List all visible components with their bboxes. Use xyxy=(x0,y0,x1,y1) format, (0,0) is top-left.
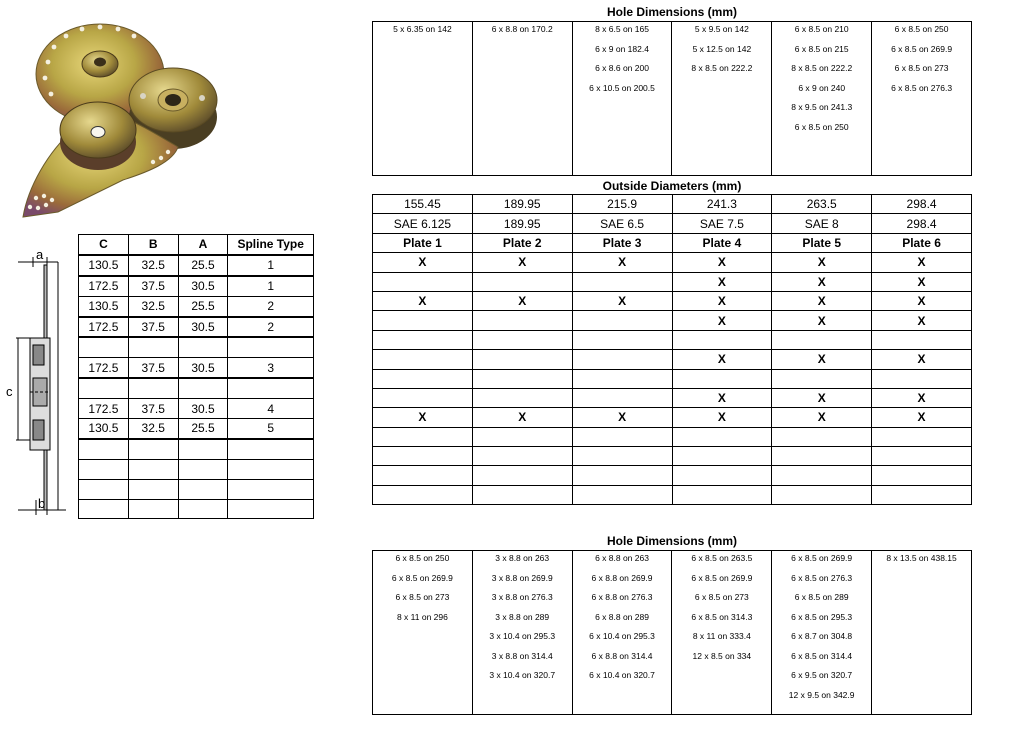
plates-table xyxy=(372,194,972,505)
spline-header-cell: C xyxy=(79,235,129,255)
spline-cell: 37.5 xyxy=(128,317,178,338)
compatibility-mark: X xyxy=(772,253,872,272)
compatibility-mark xyxy=(772,427,872,446)
spline-cell xyxy=(79,439,129,459)
spline-cell: 32.5 xyxy=(128,419,178,439)
spline-cell xyxy=(128,378,178,398)
spline-cell: 30.5 xyxy=(178,399,228,419)
spline-cell: 30.5 xyxy=(178,358,228,378)
outside-diameters-title: Outside Diameters (mm) xyxy=(602,179,742,193)
hole-dimension-column xyxy=(772,551,872,715)
hole-dimension-entry: 6 x 8.5 on 269.9 xyxy=(391,572,453,583)
hole-dimension-entry: 3 x 8.8 on 263 xyxy=(495,553,550,563)
spline-row xyxy=(79,276,314,296)
hole-dimension-column xyxy=(672,22,772,176)
spline-row xyxy=(79,459,314,479)
spline-cell xyxy=(79,378,129,398)
hole-dimension-entry: 6 x 8.7 on 304.8 xyxy=(791,631,853,641)
compatibility-mark xyxy=(373,369,473,388)
hole-dimension-entry: 6 x 8.8 on 269.9 xyxy=(591,572,653,583)
hole-dimension-entry: 6 x 10.4 on 295.3 xyxy=(589,631,655,641)
hole-dimension-entry: 6 x 8.8 on 170.2 xyxy=(491,24,553,34)
compatibility-mark xyxy=(872,447,972,466)
compatibility-row xyxy=(373,369,972,388)
hole-dimension-entry: 6 x 8.5 on 273 xyxy=(894,63,949,73)
spline-header-cell: B xyxy=(128,235,178,255)
spline-cell xyxy=(128,439,178,459)
hole-dimension-column xyxy=(772,22,872,176)
plates-cell: Plate 4 xyxy=(672,233,772,252)
hole-dimension-entry: 8 x 8.5 on 222.2 xyxy=(691,63,753,73)
compatibility-mark xyxy=(472,485,572,504)
spline-cell: 130.5 xyxy=(79,419,129,439)
spline-row xyxy=(79,378,314,398)
compatibility-row xyxy=(373,291,972,310)
compatibility-mark: X xyxy=(672,253,772,272)
dimension-b-label: b xyxy=(38,496,46,511)
compatibility-mark xyxy=(572,330,672,349)
hole-dimension-entry: 6 x 8.5 on 269.9 xyxy=(691,572,753,583)
compatibility-mark: X xyxy=(572,408,672,427)
hole-dimension-entry: 6 x 8.5 on 269.9 xyxy=(891,43,953,54)
hole-dimension-entry: 6 x 8.5 on 289 xyxy=(794,592,849,602)
hole-dimension-entry: 6 x 8.5 on 215 xyxy=(794,43,849,54)
compatibility-mark: X xyxy=(672,408,772,427)
spline-header-row xyxy=(79,235,314,255)
plates-cell: 155.45 xyxy=(373,195,473,214)
hole-dimension-entry: 5 x 6.35 on 142 xyxy=(393,24,452,34)
compatibility-mark xyxy=(772,330,872,349)
compatibility-mark xyxy=(472,369,572,388)
hole-dimension-column xyxy=(472,551,572,715)
spline-cell xyxy=(178,499,228,519)
plates-cell: 189.95 xyxy=(472,214,572,233)
spline-cell xyxy=(178,337,228,357)
plates-cell: 241.3 xyxy=(672,195,772,214)
spline-cell: 172.5 xyxy=(79,276,129,296)
compatibility-mark: X xyxy=(672,311,772,330)
spline-cell xyxy=(128,479,178,499)
hole-dimension-column xyxy=(572,551,672,715)
plates-cell: Plate 5 xyxy=(772,233,872,252)
spline-cell: 25.5 xyxy=(178,255,228,276)
hole-dimension-entry: 6 x 8.8 on 289 xyxy=(595,611,649,622)
spline-cell xyxy=(228,479,314,499)
hole-dimension-entry: 6 x 8.5 on 250 xyxy=(395,553,450,563)
hole-dimension-entry: 6 x 8.8 on 263 xyxy=(595,553,649,563)
spline-row xyxy=(79,255,314,276)
top-hole-dimensions-title: Hole Dimensions (mm) xyxy=(606,5,738,19)
compatibility-mark xyxy=(672,447,772,466)
compatibility-row xyxy=(373,253,972,272)
compatibility-mark xyxy=(572,311,672,330)
compatibility-row xyxy=(373,427,972,446)
compatibility-mark: X xyxy=(872,388,972,407)
compatibility-mark: X xyxy=(672,350,772,369)
spline-cell: 130.5 xyxy=(79,255,129,276)
compatibility-mark xyxy=(373,272,473,291)
compatibility-mark xyxy=(872,330,972,349)
hole-dimension-column xyxy=(872,22,972,176)
spline-cell: 30.5 xyxy=(178,276,228,296)
compatibility-mark: X xyxy=(772,272,872,291)
compatibility-mark xyxy=(373,311,473,330)
compatibility-mark xyxy=(472,272,572,291)
spline-cell xyxy=(178,459,228,479)
compatibility-mark xyxy=(772,466,872,485)
hole-dimension-column xyxy=(672,551,772,715)
plates-cell: 189.95 xyxy=(472,195,572,214)
compatibility-mark xyxy=(872,369,972,388)
sae-size-row xyxy=(373,214,972,233)
compatibility-mark xyxy=(672,330,772,349)
compatibility-mark: X xyxy=(672,291,772,310)
compatibility-mark xyxy=(772,369,872,388)
plates-cell: 263.5 xyxy=(772,195,872,214)
compatibility-mark: X xyxy=(472,408,572,427)
compatibility-mark xyxy=(672,427,772,446)
spline-cell: 4 xyxy=(228,399,314,419)
spline-cell xyxy=(178,439,228,459)
compatibility-mark xyxy=(373,447,473,466)
spline-cell xyxy=(178,479,228,499)
spline-cell: 32.5 xyxy=(128,296,178,316)
plates-cell: 298.4 xyxy=(872,195,972,214)
compatibility-mark xyxy=(572,485,672,504)
compatibility-mark xyxy=(872,485,972,504)
compatibility-mark xyxy=(373,350,473,369)
compatibility-mark xyxy=(373,330,473,349)
spline-cell: 172.5 xyxy=(79,358,129,378)
plates-cell: 215.9 xyxy=(572,195,672,214)
hole-dimension-entry: 8 x 8.5 on 222.2 xyxy=(791,63,853,73)
compatibility-mark xyxy=(572,466,672,485)
dimension-c-label: c xyxy=(6,384,13,399)
spline-cell xyxy=(228,378,314,398)
plate-header-row xyxy=(373,233,972,252)
compatibility-mark: X xyxy=(772,291,872,310)
hole-dimension-entry: 6 x 9 on 182.4 xyxy=(595,43,649,54)
compatibility-mark xyxy=(672,466,772,485)
cross-section-diagram xyxy=(0,250,75,520)
hole-dimension-entry: 6 x 8.5 on 263.5 xyxy=(691,553,753,563)
compatibility-mark: X xyxy=(373,291,473,310)
compatibility-mark: X xyxy=(572,291,672,310)
hole-dimension-entry: 6 x 8.5 on 276.3 xyxy=(891,82,953,93)
compatibility-mark: X xyxy=(772,408,872,427)
compatibility-row xyxy=(373,485,972,504)
compatibility-mark: X xyxy=(872,311,972,330)
spline-cell xyxy=(228,439,314,459)
bottom-hole-dimensions-title: Hole Dimensions (mm) xyxy=(606,534,738,548)
hole-dimension-entry: 12 x 9.5 on 342.9 xyxy=(788,689,855,700)
hole-dimension-column xyxy=(373,22,473,176)
plates-cell: SAE 6.5 xyxy=(572,214,672,233)
compatibility-mark xyxy=(472,311,572,330)
compatibility-mark xyxy=(772,447,872,466)
hole-dimension-entry: 6 x 10.4 on 320.7 xyxy=(589,670,655,680)
hole-dimension-entry: 8 x 9.5 on 241.3 xyxy=(791,102,853,112)
spline-cell: 25.5 xyxy=(178,419,228,439)
spline-cell: 2 xyxy=(228,317,314,338)
spline-cell: 37.5 xyxy=(128,358,178,378)
plates-cell: Plate 1 xyxy=(373,233,473,252)
spline-row xyxy=(79,419,314,439)
compatibility-mark: X xyxy=(373,408,473,427)
spline-cell xyxy=(128,337,178,357)
compatibility-row xyxy=(373,272,972,291)
spline-row xyxy=(79,337,314,357)
plates-cell: Plate 2 xyxy=(472,233,572,252)
compatibility-row xyxy=(373,330,972,349)
spline-cell xyxy=(79,459,129,479)
compatibility-row xyxy=(373,408,972,427)
compatibility-mark xyxy=(772,485,872,504)
compatibility-mark xyxy=(373,427,473,446)
compatibility-row xyxy=(373,466,972,485)
hole-dimension-column xyxy=(472,22,572,176)
spline-cell xyxy=(228,499,314,519)
hole-dimension-entry: 6 x 8.5 on 314.3 xyxy=(691,611,753,622)
hole-dimension-entry: 3 x 8.8 on 289 xyxy=(495,611,550,622)
compatibility-mark xyxy=(872,466,972,485)
spline-cell: 37.5 xyxy=(128,399,178,419)
hole-dimension-entry: 6 x 8.5 on 314.4 xyxy=(791,650,853,661)
compatibility-row xyxy=(373,311,972,330)
spline-row xyxy=(79,296,314,316)
plates-cell: SAE 7.5 xyxy=(672,214,772,233)
compatibility-mark xyxy=(472,388,572,407)
compatibility-mark xyxy=(472,350,572,369)
spline-cell: 25.5 xyxy=(178,296,228,316)
compatibility-mark xyxy=(373,485,473,504)
hole-dimension-entry: 8 x 11 on 296 xyxy=(396,611,448,622)
compatibility-mark xyxy=(572,427,672,446)
hole-dimension-entry: 8 x 11 on 333.4 xyxy=(692,631,751,641)
compatibility-mark: X xyxy=(472,253,572,272)
compatibility-row xyxy=(373,350,972,369)
product-photo xyxy=(18,12,223,222)
spline-cell xyxy=(228,337,314,357)
spline-cell xyxy=(178,378,228,398)
plates-cell: 298.4 xyxy=(872,214,972,233)
hole-dimension-column xyxy=(373,551,473,715)
hole-dimension-entry: 6 x 8.5 on 273 xyxy=(694,592,749,602)
outside-diameter-mm-row xyxy=(373,195,972,214)
compatibility-mark: X xyxy=(572,253,672,272)
spline-cell: 172.5 xyxy=(79,317,129,338)
top-hole-dimensions-table xyxy=(372,21,972,176)
hole-dimension-entry: 6 x 9.5 on 320.7 xyxy=(791,670,853,680)
hole-dimension-entry: 6 x 8.6 on 200 xyxy=(595,63,649,73)
hole-dimension-entry: 6 x 10.5 on 200.5 xyxy=(589,82,655,93)
plates-cell: Plate 3 xyxy=(572,233,672,252)
hole-dimension-entry: 3 x 8.8 on 314.4 xyxy=(491,650,553,661)
spline-row xyxy=(79,499,314,519)
compatibility-mark xyxy=(472,466,572,485)
hole-dimension-entry: 8 x 13.5 on 438.15 xyxy=(886,553,957,563)
compatibility-mark: X xyxy=(772,350,872,369)
compatibility-mark xyxy=(572,388,672,407)
compatibility-mark xyxy=(373,466,473,485)
hole-dimension-entry: 5 x 12.5 on 142 xyxy=(692,43,752,54)
hole-dimension-entry: 3 x 10.4 on 295.3 xyxy=(489,631,556,641)
hole-dimension-entry: 6 x 8.5 on 269.9 xyxy=(791,553,853,563)
spline-cell xyxy=(128,459,178,479)
spline-row xyxy=(79,399,314,419)
plates-cell: SAE 8 xyxy=(772,214,872,233)
hole-dimension-entry: 6 x 8.8 on 276.3 xyxy=(591,592,653,602)
compatibility-mark xyxy=(572,369,672,388)
compatibility-mark: X xyxy=(772,311,872,330)
spline-cell: 5 xyxy=(228,419,314,439)
spline-cell: 32.5 xyxy=(128,255,178,276)
compatibility-mark: X xyxy=(872,272,972,291)
hole-dimension-entry: 3 x 10.4 on 320.7 xyxy=(489,670,556,680)
compatibility-mark xyxy=(472,330,572,349)
hole-dimension-entry: 5 x 9.5 on 142 xyxy=(694,24,749,34)
compatibility-mark: X xyxy=(872,253,972,272)
compatibility-mark xyxy=(672,485,772,504)
compatibility-row xyxy=(373,388,972,407)
hole-dimension-column xyxy=(572,22,672,176)
spline-cell xyxy=(128,499,178,519)
hole-dimension-entry: 6 x 8.5 on 295.3 xyxy=(791,611,853,622)
plates-cell: SAE 6.125 xyxy=(373,214,473,233)
hole-dimension-entry: 6 x 8.5 on 250 xyxy=(794,121,849,132)
hole-dimension-entry: 8 x 6.5 on 165 xyxy=(595,24,649,34)
dimension-a-label: a xyxy=(36,250,44,262)
compatibility-mark xyxy=(672,369,772,388)
compatibility-mark: X xyxy=(672,272,772,291)
compatibility-mark: X xyxy=(373,253,473,272)
spline-cell: 1 xyxy=(228,255,314,276)
hole-dimension-column xyxy=(872,551,972,715)
hole-dimension-entry: 6 x 8.5 on 210 xyxy=(794,24,849,34)
compatibility-mark: X xyxy=(472,291,572,310)
hole-dimension-entry: 6 x 9 on 240 xyxy=(798,82,846,93)
compatibility-mark: X xyxy=(672,388,772,407)
spline-cell xyxy=(228,459,314,479)
hole-dimension-entry: 12 x 8.5 on 334 xyxy=(692,650,752,661)
bottom-hole-dimensions-table xyxy=(372,550,972,715)
compatibility-mark xyxy=(373,388,473,407)
compatibility-mark xyxy=(472,427,572,446)
compatibility-mark xyxy=(572,447,672,466)
spline-row xyxy=(79,479,314,499)
compatibility-mark xyxy=(572,350,672,369)
hole-dimension-entry: 6 x 8.5 on 273 xyxy=(395,592,450,602)
compatibility-mark xyxy=(872,427,972,446)
spline-row xyxy=(79,317,314,338)
hole-dimension-entry: 3 x 8.8 on 276.3 xyxy=(491,592,553,602)
spline-cell: 3 xyxy=(228,358,314,378)
compatibility-mark xyxy=(472,447,572,466)
spline-cell: 2 xyxy=(228,296,314,316)
spline-table xyxy=(78,234,314,519)
spline-cell xyxy=(79,499,129,519)
spline-cell: 172.5 xyxy=(79,399,129,419)
spline-cell: 30.5 xyxy=(178,317,228,338)
compatibility-mark xyxy=(572,272,672,291)
spline-cell: 37.5 xyxy=(128,276,178,296)
hole-dimension-entry: 6 x 8.5 on 276.3 xyxy=(791,572,853,583)
spline-cell: 1 xyxy=(228,276,314,296)
hole-dimension-entry: 6 x 8.5 on 250 xyxy=(894,24,949,34)
hole-dimension-entry: 3 x 8.8 on 269.9 xyxy=(491,572,553,583)
compatibility-mark: X xyxy=(872,408,972,427)
compatibility-mark: X xyxy=(772,388,872,407)
compatibility-mark: X xyxy=(872,291,972,310)
spline-header-cell: Spline Type xyxy=(228,235,314,255)
spline-row xyxy=(79,439,314,459)
plates-cell: Plate 6 xyxy=(872,233,972,252)
spline-row xyxy=(79,358,314,378)
compatibility-mark: X xyxy=(872,350,972,369)
spline-cell xyxy=(79,479,129,499)
compatibility-row xyxy=(373,447,972,466)
spline-cell: 130.5 xyxy=(79,296,129,316)
hole-dimension-entry: 6 x 8.8 on 314.4 xyxy=(591,650,653,661)
spline-header-cell: A xyxy=(178,235,228,255)
spline-cell xyxy=(79,337,129,357)
